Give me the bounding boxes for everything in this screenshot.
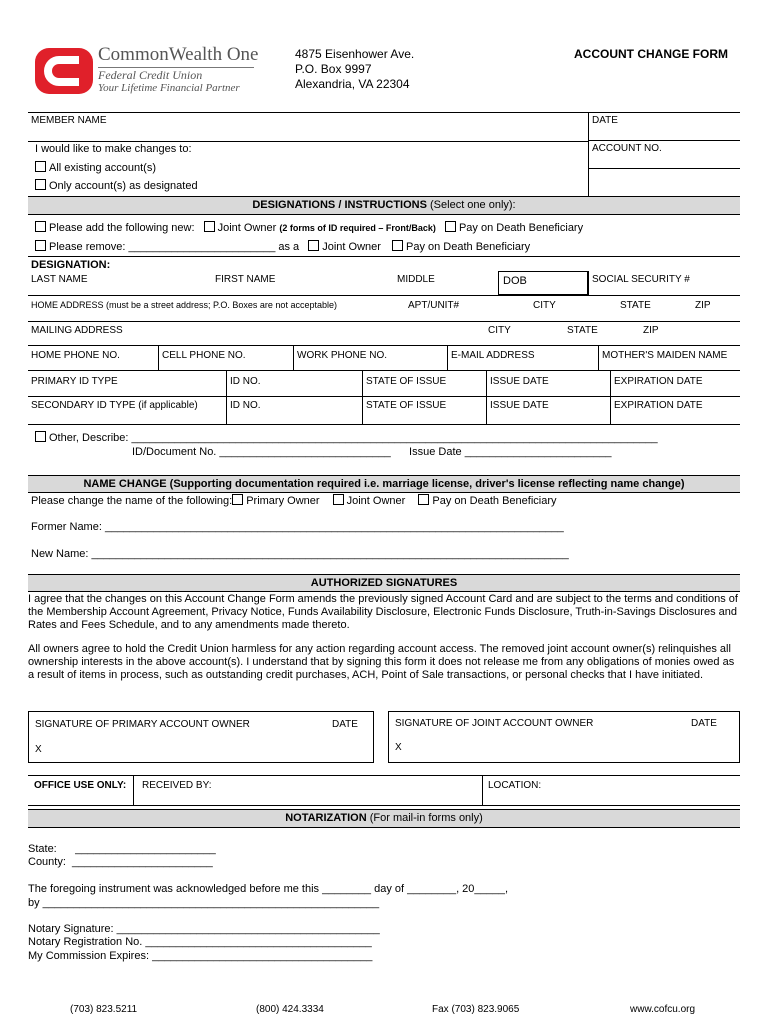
signatures-title: AUTHORIZED SIGNATURES — [310, 577, 458, 589]
ssn-field[interactable]: SOCIAL SECURITY # — [592, 274, 690, 285]
designation-label: DESIGNATION: — [31, 259, 111, 271]
designations-title: DESIGNATIONS / INSTRUCTIONS — [252, 199, 427, 211]
middle-field[interactable]: MIDDLE — [397, 274, 435, 285]
all-accounts-label: All existing account(s) — [49, 162, 156, 174]
notary-signature-field[interactable]: Notary Signature: ___________________________________________ — [28, 923, 380, 935]
add-new-label: Please add the following new: — [49, 222, 195, 234]
notary-ack-text[interactable]: The foregoing instrument was acknowledged before me this ________ day of ________, 20_____, — [28, 883, 509, 895]
signatures-header — [28, 574, 740, 592]
mail-state-field[interactable]: STATE — [567, 325, 598, 336]
home-city-field[interactable]: CITY — [533, 300, 556, 311]
primary-id-field[interactable]: PRIMARY ID TYPE — [31, 376, 118, 387]
received-by-field[interactable]: RECEIVED BY: — [142, 780, 212, 791]
notary-county-field[interactable]: County: _______________________ — [28, 856, 213, 868]
new-name-field[interactable]: New Name: ______________________________________________________________________________ — [31, 548, 569, 560]
cell-phone-field[interactable]: CELL PHONE NO. — [162, 350, 246, 361]
name-change-title: NAME CHANGE (Supporting documentation required i.e. marriage license, driver's license reflecting name change) — [83, 478, 685, 490]
joint-sig-date-label: DATE — [691, 718, 717, 729]
work-phone-field[interactable]: WORK PHONE NO. — [297, 350, 388, 361]
footer-phone1: (703) 823.5211 — [70, 1004, 138, 1015]
all-accounts-option[interactable] — [35, 161, 156, 174]
agreement-para2: All owners agree to hold the Credit Union harmless for any action regarding account access. The removed joint account owner(s) relinquishes all ownership interests in the above account(s). I understand that by signing this form it does not release me from any obligations of monies owed as a result of items in process, such as outstanding credit purchases, ACH, Point of Sale transactions, or personal checks that I have initiated. — [28, 643, 735, 681]
add-pod-label: Pay on Death Beneficiary — [458, 222, 584, 234]
primary-issue-date-field[interactable]: ISSUE DATE — [490, 376, 549, 387]
home-zip-field[interactable]: ZIP — [695, 300, 711, 311]
home-phone-field[interactable]: HOME PHONE NO. — [31, 350, 120, 361]
primary-sig-date-label: DATE — [332, 719, 358, 730]
account-no-label: ACCOUNT NO. — [592, 143, 662, 154]
name-change-header — [28, 475, 740, 493]
notary-by-field[interactable]: by _______________________________________________________ — [28, 897, 380, 909]
address-line2: P.O. Box 9997 — [295, 62, 372, 76]
remove-joint-owner-checkbox[interactable] — [308, 240, 319, 251]
logo — [35, 44, 265, 100]
id-document-row[interactable]: ID/Document No. ____________________________ Issue Date ________________________ — [132, 446, 612, 458]
primary-id-no-field[interactable]: ID NO. — [230, 376, 261, 387]
footer-web[interactable]: www.cofcu.org — [630, 1004, 696, 1015]
other-checkbox[interactable] — [35, 431, 46, 442]
notarization-title: NOTARIZATION — [285, 812, 367, 824]
mail-city-field[interactable]: CITY — [488, 325, 511, 336]
nc-primary-checkbox[interactable] — [232, 494, 243, 505]
former-name-field[interactable]: Former Name: ___________________________________________________________________________ — [31, 521, 564, 533]
remove-label: Please remove: ________________________ as a — [49, 241, 300, 253]
notarization-header — [28, 809, 740, 828]
name-change-prompt: Please change the name of the following: — [31, 495, 233, 507]
logo-name: CommonWealth One — [98, 44, 259, 65]
address-line3: Alexandria, VA 22304 — [295, 77, 410, 91]
only-accounts-option[interactable] — [35, 179, 198, 192]
address-line1: 4875 Eisenhower Ave. — [295, 47, 415, 61]
agreement-para1: I agree that the changes on this Account Change Form amends the previously signed Account Card and are subject to the terms and conditions of the Membership Account Agreement, Privacy Notice, Funds Availability Disclosure, Electronic Funds Disclosure, Truth-in-Savings Disclosures and Rates and Fees Schedule, and to any amendments made thereto. — [28, 593, 738, 631]
mail-zip-field[interactable]: ZIP — [643, 325, 659, 336]
nc-joint-label: Joint Owner — [346, 495, 406, 507]
maiden-name-field[interactable]: MOTHER'S MAIDEN NAME — [602, 350, 728, 361]
primary-sig-x: X — [35, 744, 42, 755]
add-joint-owner-label: Joint Owner — [217, 222, 277, 234]
footer-fax: Fax (703) 823.9065 — [432, 1004, 520, 1015]
other-describe-label: Other, Describe: ______________________________________________________________________________________ — [49, 432, 658, 444]
nc-primary-label: Primary Owner — [246, 495, 320, 507]
logo-mark-icon — [35, 48, 95, 96]
only-accounts-checkbox[interactable] — [35, 179, 46, 190]
secondary-state-issue-field[interactable]: STATE OF ISSUE — [366, 400, 447, 411]
last-name-field[interactable]: LAST NAME — [31, 274, 88, 285]
location-field[interactable]: LOCATION: — [488, 780, 542, 791]
remove-pod-label: Pay on Death Beneficiary — [405, 241, 531, 253]
member-name-label: MEMBER NAME — [31, 115, 107, 126]
notary-state-field[interactable]: State: _______________________ — [28, 843, 216, 855]
notary-expires-field[interactable]: My Commission Expires: ____________________________________ — [28, 950, 373, 962]
footer-phone2: (800) 424.3334 — [256, 1004, 324, 1015]
logo-sub2: Your Lifetime Financial Partner — [98, 82, 240, 94]
notarization-note: (For mail-in forms only) — [369, 812, 483, 824]
nc-pod-label: Pay on Death Beneficiary — [432, 495, 557, 507]
all-accounts-checkbox[interactable] — [35, 161, 46, 172]
home-address-field[interactable]: HOME ADDRESS (must be a street address; P.O. Boxes are not acceptable) — [31, 300, 337, 310]
joint-sig-x: X — [395, 742, 402, 753]
secondary-issue-date-field[interactable]: ISSUE DATE — [490, 400, 549, 411]
joint-sig-label: SIGNATURE OF JOINT ACCOUNT OWNER — [395, 718, 594, 729]
changes-to-text: I would like to make changes to: — [35, 143, 192, 155]
add-joint-owner-checkbox[interactable] — [204, 221, 215, 232]
office-use-label: OFFICE USE ONLY: — [34, 780, 127, 791]
secondary-id-no-field[interactable]: ID NO. — [230, 400, 261, 411]
logo-sub1: Federal Credit Union — [98, 68, 203, 82]
primary-exp-date-field[interactable]: EXPIRATION DATE — [614, 376, 703, 387]
designations-header — [28, 196, 740, 215]
apt-field[interactable]: APT/UNIT# — [408, 300, 460, 311]
add-new-row — [35, 221, 583, 234]
other-describe-row[interactable] — [35, 431, 658, 444]
nc-pod-checkbox[interactable] — [418, 494, 429, 505]
remove-pod-checkbox[interactable] — [392, 240, 403, 251]
designations-note: (Select one only): — [430, 199, 516, 211]
secondary-id-field[interactable]: SECONDARY ID TYPE (if applicable) — [31, 400, 198, 411]
name-change-row — [31, 494, 557, 507]
primary-state-issue-field[interactable]: STATE OF ISSUE — [366, 376, 447, 387]
notary-registration-field[interactable]: Notary Registration No. _____________________________________ — [28, 936, 372, 948]
secondary-exp-date-field[interactable]: EXPIRATION DATE — [614, 400, 703, 411]
date-label: DATE — [592, 115, 618, 126]
remove-checkbox[interactable] — [35, 240, 46, 251]
address-block — [295, 47, 414, 92]
form-title: ACCOUNT CHANGE FORM — [574, 47, 728, 61]
remove-joint-owner-label: Joint Owner — [322, 241, 381, 253]
remove-row — [35, 240, 530, 253]
add-pod-checkbox[interactable] — [445, 221, 456, 232]
mailing-address-field[interactable]: MAILING ADDRESS — [31, 325, 123, 336]
home-state-field[interactable]: STATE — [620, 300, 651, 311]
nc-joint-checkbox[interactable] — [333, 494, 344, 505]
forms-note: (2 forms of ID required – Front/Back) — [279, 223, 436, 233]
primary-sig-label: SIGNATURE OF PRIMARY ACCOUNT OWNER — [35, 719, 250, 730]
first-name-field[interactable]: FIRST NAME — [215, 274, 276, 285]
add-new-checkbox[interactable] — [35, 221, 46, 232]
dob-field[interactable]: DOB — [503, 275, 527, 287]
email-field[interactable]: E-MAIL ADDRESS — [451, 350, 535, 361]
only-accounts-label: Only account(s) as designated — [49, 180, 198, 192]
